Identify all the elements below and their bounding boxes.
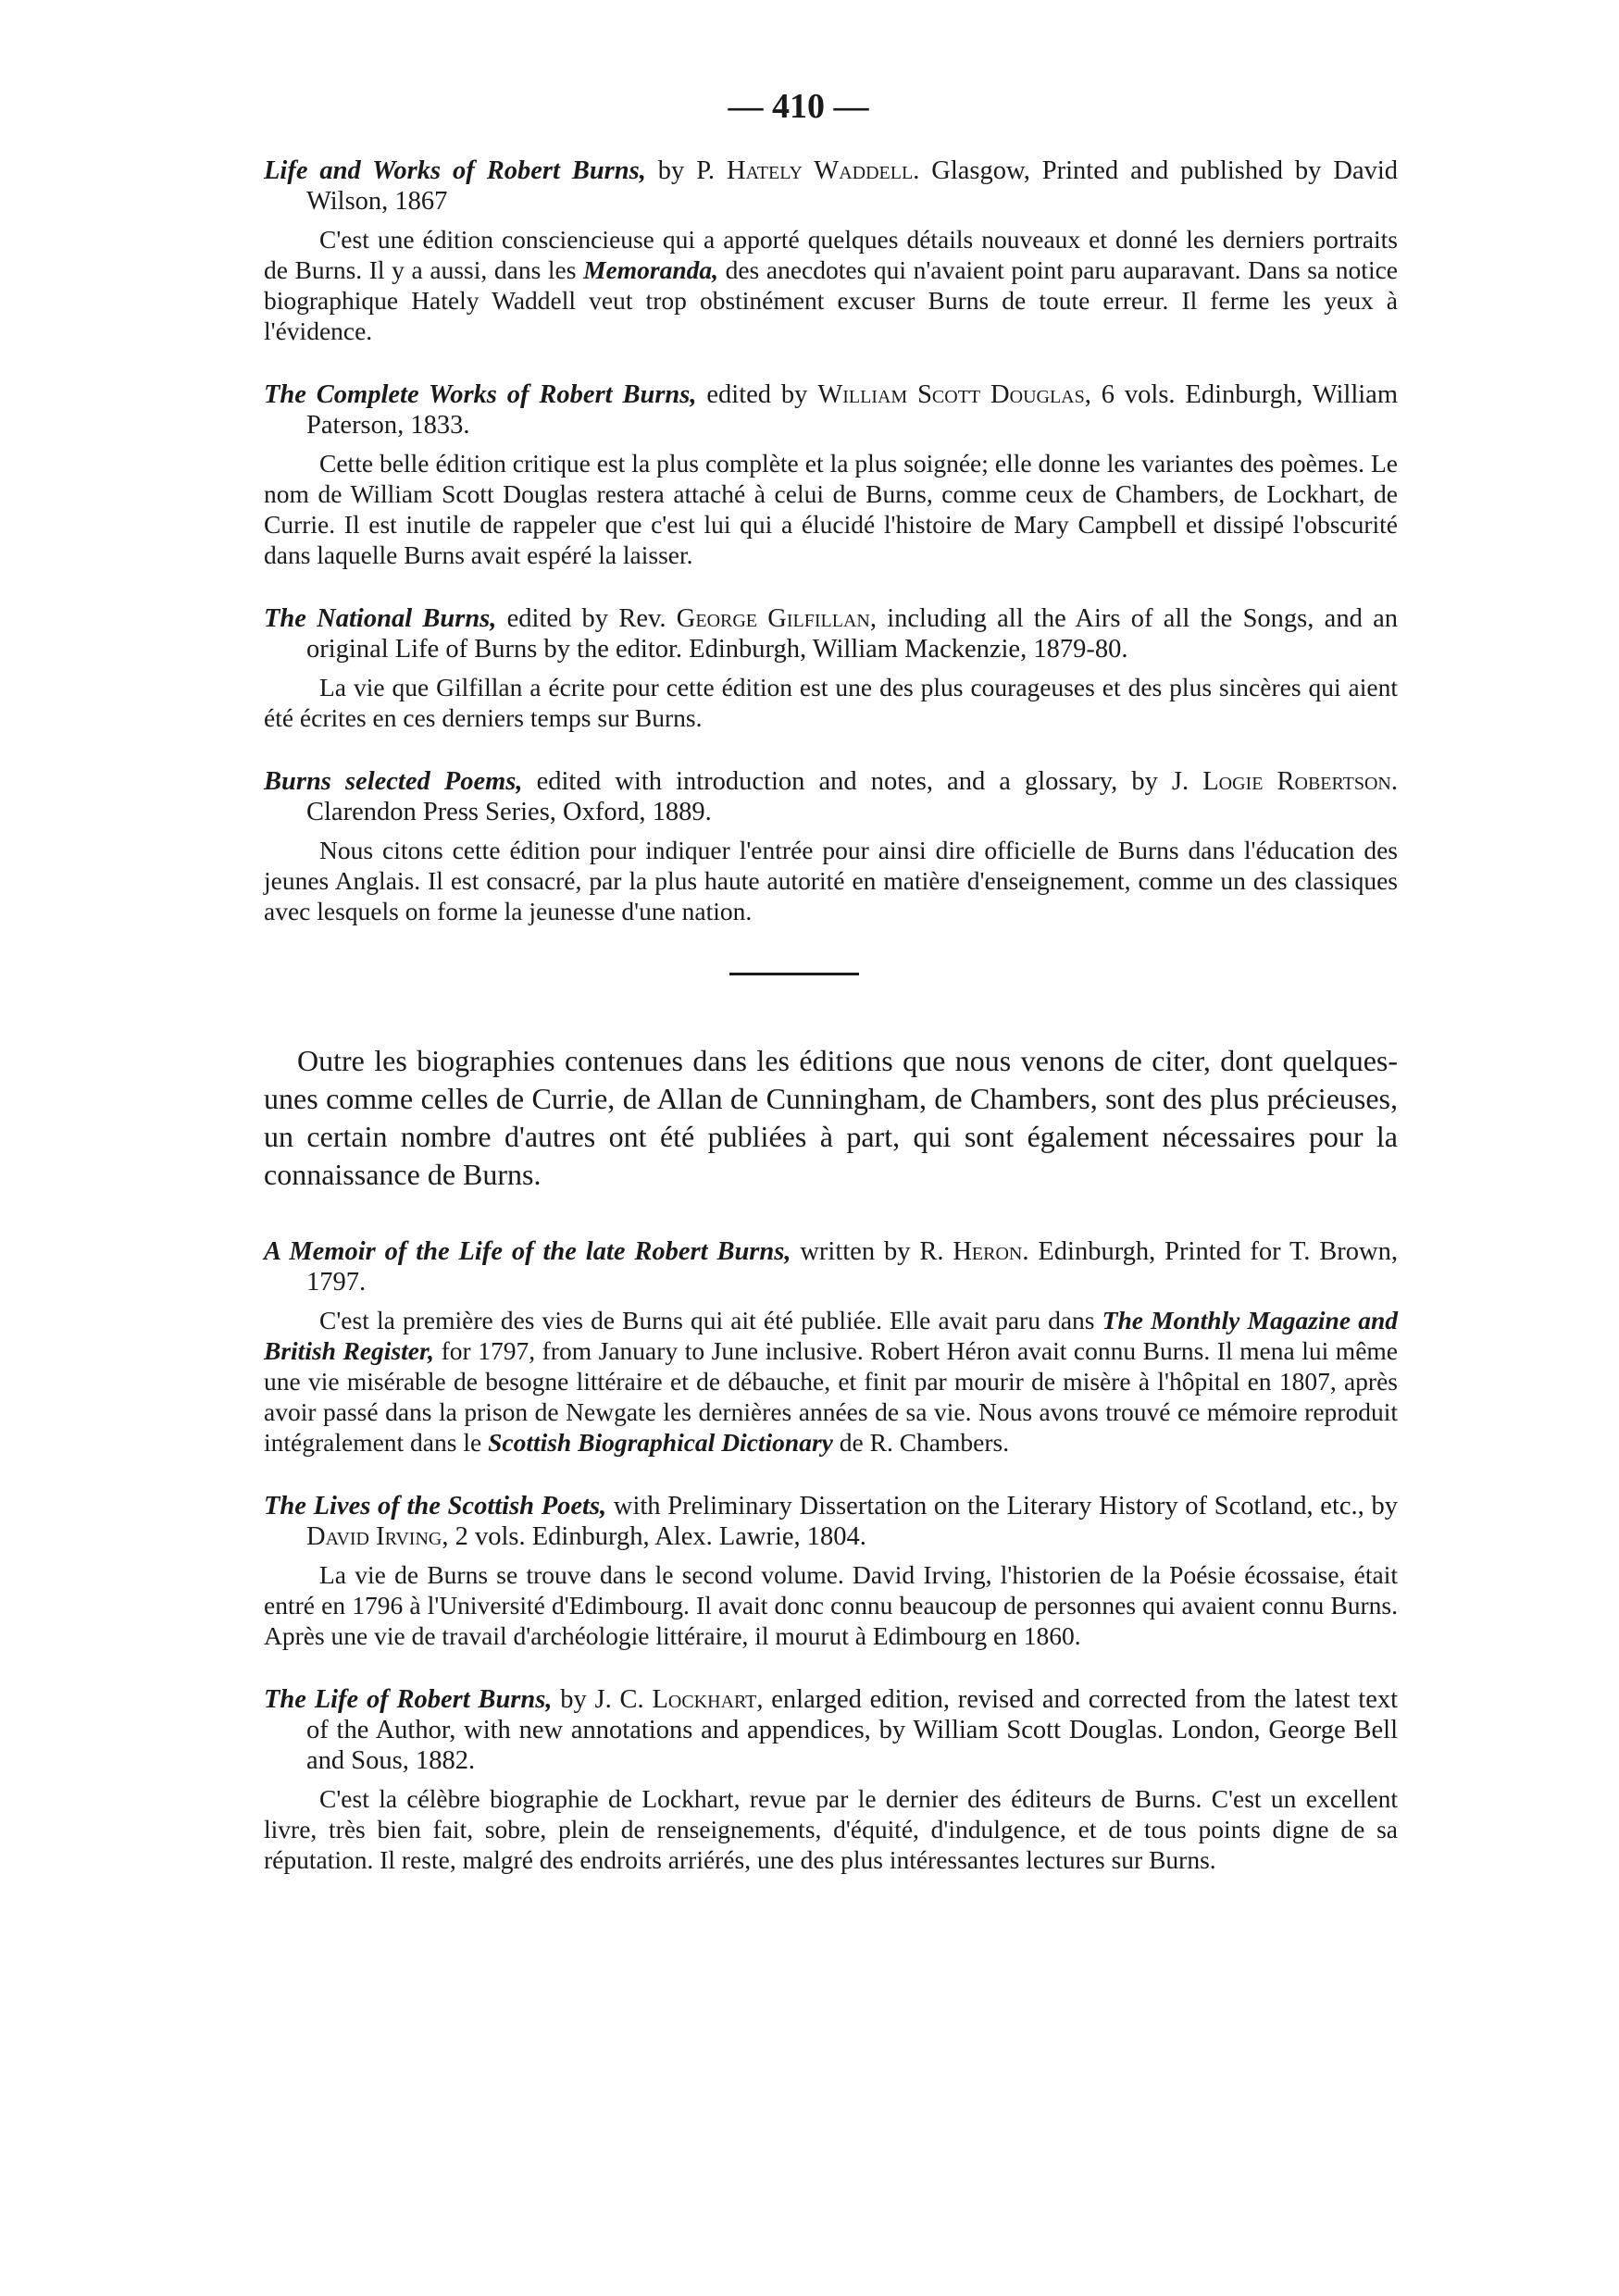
work-title: Burns selected Poems, <box>264 767 523 796</box>
publication-info: Clarendon Press Series, Oxford, 1889. <box>306 798 712 826</box>
commentary-text: C'est la célèbre biographie de Lockhart, revue par le dernier des éditeurs de Burns. C'est un excellent livre, très bien fait, sobre, plein de renseignements, d'équité, d'indulgence, et de tous points digne de sa réputation. Il reste, malgré des endroits arriérés, une des plus intéressantes lectures sur Burns. <box>264 1784 1398 1874</box>
work-title: Life and Works of Robert Burns, <box>264 156 646 185</box>
commentary-text: de R. Chambers. <box>832 1428 1010 1457</box>
author-name: Heron. <box>953 1237 1029 1266</box>
section-divider <box>729 973 859 975</box>
page-number: — 410 — <box>728 87 869 126</box>
bibliography-entry <box>264 1236 1398 1458</box>
commentary <box>264 1783 1398 1875</box>
citation <box>264 603 1398 664</box>
citation <box>264 1491 1398 1552</box>
commentary-text: des anecdotes qui n'avaient point paru auparavant. Dans sa notice biographique Hately Waddell veut trop obstinément excuser Burns de toute erreur. Il ferme les yeux à l'évidence. <box>264 255 1398 345</box>
citation <box>264 766 1398 827</box>
bibliography-entry <box>264 379 1398 570</box>
work-title: The Lives of the Scottish Poets, <box>264 1492 607 1520</box>
work-title: The Complete Works of Robert Burns, <box>264 380 697 409</box>
intro-paragraph: Outre les biographies contenues dans les éditions que nous venons de citer, dont quelques-unes comme celles de Currie, de Allan de Cunningham, de Chambers, sont des plus précieuses, un certain nombre d'autres ont été publiées à part, qui sont également nécessaires pour la connaissance de Burns. <box>264 1044 1398 1191</box>
commentary-italic: The Monthly Magazine and British Register, <box>264 1306 1398 1365</box>
author-name: George Gilfillan, <box>676 604 877 633</box>
citation-text: edited with introduction and notes, and a glossary, by J. <box>522 767 1203 796</box>
commentary <box>264 672 1398 733</box>
work-title: A Memoir of the Life of the late Robert Burns, <box>264 1237 791 1266</box>
citation-text: edited by Rev. <box>496 604 677 633</box>
work-title: The National Burns, <box>264 604 497 633</box>
author-name: Lockhart, <box>652 1685 764 1714</box>
publication-info: Glasgow, Printed and published by David Wilson, 1867 <box>306 156 1399 216</box>
commentary-text: Cette belle édition critique est la plus complète et la plus soignée; elle donne les variantes des poèmes. Le nom de William Scott Douglas restera attaché à celui de Burns, comme ceux de Chambers, de Lockhart, de Currie. Il est inutile de rappeler que c'est lui qui a élucidé l'histoire de Mary Campbell et dissipé l'obscurité dans laquelle Burns avait espéré la laisser. <box>264 449 1398 569</box>
citation-text: by P. <box>645 156 727 185</box>
commentary-italic: Memoranda, <box>583 255 718 284</box>
commentary <box>264 448 1398 570</box>
page <box>264 83 1398 1908</box>
commentary <box>264 1305 1398 1458</box>
commentary-text: C'est une édition consciencieuse qui a apporté quelques détails nouveaux et donné les derniers portraits de Burns. Il y a aussi, dans les <box>264 225 1398 284</box>
commentary-text: La vie de Burns se trouve dans le second volume. David Irving, l'historien de la Poésie écossaise, était entré en 1796 à l'Université d'Edimbourg. Il avait donc connu beaucoup de personnes qui avaient connu Burns. Après une vie de travail d'archéologie littéraire, il mourut à Edimbourg en 1860. <box>264 1560 1398 1650</box>
commentary <box>264 1559 1398 1651</box>
bibliography-entry <box>264 766 1398 926</box>
bibliography-list-editions <box>264 155 1398 926</box>
publication-info: 2 vols. Edinburgh, Alex. Lawrie, 1804. <box>448 1522 866 1551</box>
commentary-text: La vie que Gilfillan a écrite pour cette édition est une des plus courageuses et des plus sincères qui aient été écrites en ces derniers temps sur Burns. <box>264 673 1398 732</box>
publication-info: enlarged edition, revised and corrected from the latest text of the Author, with new annotations and appendices, by William Scott Douglas. London, George Bell and Sous, 1882. <box>306 1685 1399 1775</box>
commentary-text: Nous citons cette édition pour indiquer l'entrée pour ainsi dire officielle de Burns dans l'éducation des jeunes Anglais. Il est consacré, par la plus haute autorité en matière d'enseignement, comme un des classiques avec lesquels on forme la jeunesse d'une nation. <box>264 836 1398 925</box>
citation-text: written by R. <box>791 1237 953 1266</box>
author-name: Hately Waddell. <box>726 156 920 185</box>
citation <box>264 155 1398 217</box>
bibliography-list-biographies <box>264 1236 1398 1875</box>
commentary-text: C'est la première des vies de Burns qui ait été publiée. Elle avait paru dans <box>319 1306 1102 1334</box>
citation-text: by J. C. <box>552 1685 653 1714</box>
author-name: William Scott Douglas, <box>817 380 1091 409</box>
commentary <box>264 224 1398 346</box>
publication-info: 6 vols. Edinburgh, William Paterson, 1833. <box>306 380 1398 440</box>
bibliography-entry <box>264 1684 1398 1875</box>
citation-text: edited by <box>696 380 818 409</box>
author-name: Logie Robertson. <box>1202 767 1398 796</box>
commentary <box>264 835 1398 926</box>
publication-info: including all the Airs of all the Songs, and an original Life of Burns by the editor. Edinburgh, William Mackenzie, 1879-80. <box>306 604 1398 664</box>
citation <box>264 1684 1398 1776</box>
citation <box>264 1236 1398 1297</box>
work-title: The Life of Robert Burns, <box>264 1685 553 1714</box>
bibliography-entry <box>264 155 1398 346</box>
commentary-text: for 1797, from January to June inclusive. Robert Héron avait connu Burns. Il mena lui même une vie misérable de besogne littéraire et de débauche, et finit par mourir de misère à l'hôpital en 1807, après avoir passé dans la prison de Newgate les dernières années de sa vie. Nous avons trouvé ce mémoire reproduit intégralement dans le <box>264 1336 1398 1457</box>
publication-info: Edinburgh, Printed for T. Brown, 1797. <box>306 1237 1398 1297</box>
author-name: David Irving, <box>306 1522 449 1551</box>
bibliography-entry <box>264 1491 1398 1651</box>
citation-text: with Preliminary Dissertation on the Literary History of Scotland, etc., by <box>606 1492 1398 1520</box>
bibliography-entry <box>264 603 1398 733</box>
commentary-italic: Scottish Biographical Dictionary <box>488 1428 833 1457</box>
citation <box>264 379 1398 441</box>
